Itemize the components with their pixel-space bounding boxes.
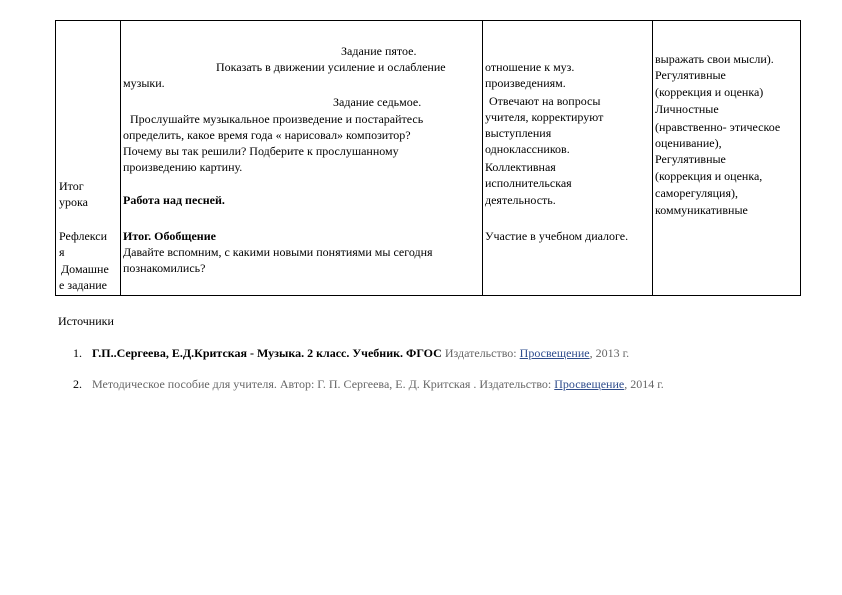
source-number: 2. xyxy=(73,377,82,391)
stage-homework: Домашне xyxy=(61,262,109,276)
source-item-1 xyxy=(73,346,629,361)
sources-title: Источники xyxy=(58,314,114,328)
students-line-3: Отвечают на вопросы xyxy=(489,94,601,108)
task7-text-4: произведению картину. xyxy=(123,160,243,174)
task7-text-3: Почему вы так решили? Подберите к прослушанному xyxy=(123,144,399,158)
students-line-2: произведениям. xyxy=(485,76,566,90)
source-publisher-label: Издательство: xyxy=(444,346,517,360)
uud-line-2: Регулятивные xyxy=(655,68,726,82)
source-title: Методическое пособие для учителя. Автор: Г. П. Сергеева, Е. Д. Критская . xyxy=(92,377,477,391)
students-line-8: исполнительская xyxy=(485,176,572,190)
stage-itog: Итог xyxy=(59,179,84,193)
task7-text-1: Прослушайте музыкальное произведение и постарайтесь xyxy=(130,112,424,126)
students-line-6: одноклассников. xyxy=(485,142,570,156)
summary-text-1: Давайте вспомним, с какими новыми понятиями мы сегодня xyxy=(123,245,433,259)
source-item-2 xyxy=(73,377,664,392)
table-column-stage xyxy=(56,21,121,295)
source-publisher-label: Издательство: xyxy=(479,377,552,391)
stage-reflection: Рефлекси xyxy=(59,229,108,243)
uud-line-7: Регулятивные xyxy=(655,152,726,166)
uud-line-6: оценивание), xyxy=(655,136,722,150)
song-work: Работа над песней. xyxy=(123,193,225,207)
uud-line-5: (нравственно- этическое xyxy=(655,120,781,134)
stage-reflection-2: я xyxy=(59,245,65,259)
uud-line-9: саморегуляция), xyxy=(655,186,738,200)
uud-line-8: (коррекция и оценка, xyxy=(655,169,763,183)
source-title: Г.П..Сергеева, Е.Д.Критская - Музыка. 2 класс. Учебник. ФГОС xyxy=(92,346,442,360)
table-column-students xyxy=(483,21,653,295)
table-column-content xyxy=(121,21,483,295)
students-line-5: выступления xyxy=(485,126,552,140)
table-column-uud xyxy=(653,21,800,295)
students-line-1: отношение к муз. xyxy=(485,60,575,74)
stage-itog-2: урока xyxy=(59,195,88,209)
summary-text-2: познакомились? xyxy=(123,261,206,275)
lesson-table xyxy=(55,20,801,296)
uud-line-1: выражать свои мысли). xyxy=(655,52,774,66)
source-year: , 2014 г. xyxy=(624,377,664,391)
uud-line-3: (коррекция и оценка) xyxy=(655,85,764,99)
task7-heading: Задание седьмое. xyxy=(333,95,422,109)
task7-text-2: определить, какое время года « нарисовал» композитор? xyxy=(123,128,411,142)
students-line-9: деятельность. xyxy=(485,193,556,207)
source-publisher-link[interactable]: Просвещение xyxy=(554,377,625,391)
task5-heading: Задание пятое. xyxy=(341,44,417,58)
students-line-7: Коллективная xyxy=(485,160,556,174)
source-year: , 2013 г. xyxy=(589,346,630,360)
uud-line-10: коммуникативные xyxy=(655,203,748,217)
task5-text-1: Показать в движении усиление и ослабление xyxy=(216,60,446,74)
source-publisher-link[interactable]: Просвещение xyxy=(519,346,590,360)
stage-homework-2: е задание xyxy=(59,278,107,292)
uud-line-4: Личностные xyxy=(655,102,719,116)
summary-heading: Итог. Обобщение xyxy=(123,229,216,243)
students-line-4: учителя, корректируют xyxy=(485,110,604,124)
source-number: 1. xyxy=(73,346,82,360)
task5-text-2: музыки. xyxy=(123,76,165,90)
students-line-10: Участие в учебном диалоге. xyxy=(485,229,629,243)
